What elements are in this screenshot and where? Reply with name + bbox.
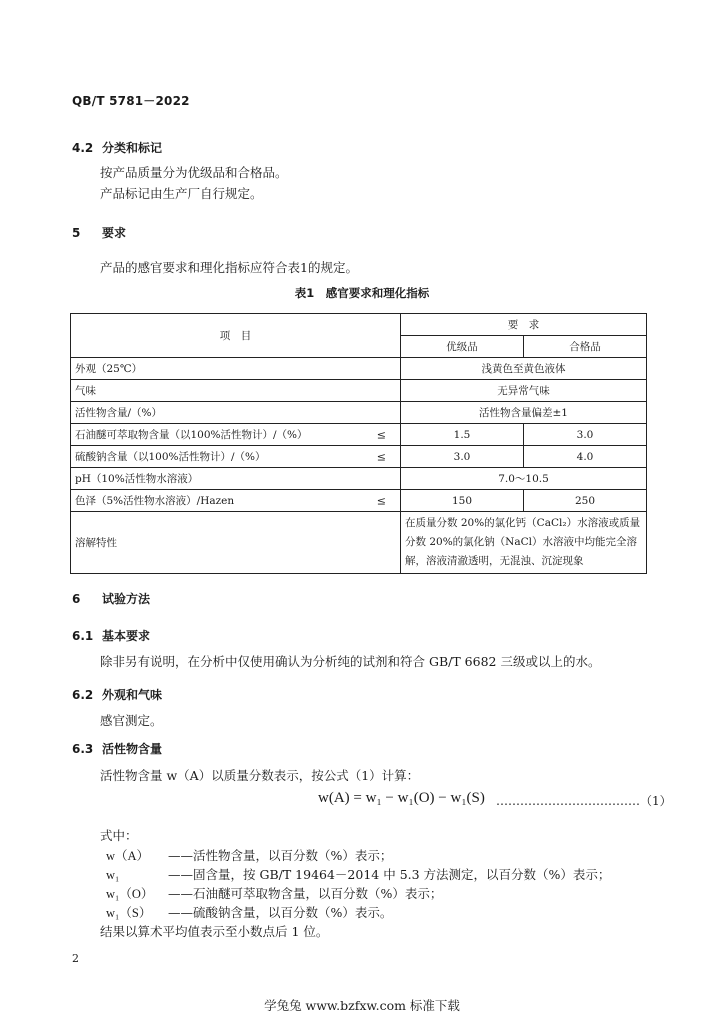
- header-requirement: 要 求: [401, 314, 647, 336]
- item-cell: [71, 446, 401, 468]
- item-cell: [71, 512, 401, 574]
- table-row: [71, 424, 647, 446]
- definition-item: [106, 884, 442, 902]
- table-caption: 表1 感官要求和理化指标: [294, 286, 430, 300]
- paragraph: 结果以算术平均值表示至小数点后 1 位。: [100, 924, 329, 939]
- section-number: 6.1: [72, 629, 94, 643]
- item-label: pH（10%活性物水溶液）: [75, 473, 199, 485]
- header-grade-superior: 优级品: [401, 336, 524, 358]
- definition-item: [106, 846, 392, 864]
- equation-number: ………………………………（1）: [496, 794, 672, 808]
- value-cell: 浅黄色至黄色液体: [401, 358, 647, 380]
- variable-description: ——石油醚可萃取物含量，以百分数（%）表示；: [168, 886, 443, 901]
- section-title: 基本要求: [102, 629, 151, 643]
- item-cell: [71, 468, 401, 490]
- section-5-heading: [72, 224, 126, 241]
- table-row: [71, 468, 647, 490]
- variable-description: ——活性物含量，以百分数（%）表示；: [168, 848, 393, 863]
- item-label: 溶解特性: [75, 537, 117, 549]
- header-item: 项 目: [71, 314, 401, 358]
- section-title: 分类和标记: [102, 141, 163, 155]
- definition-item: [106, 903, 392, 921]
- variable-symbol: w₁（S）: [106, 906, 152, 920]
- value-cell: 活性物含量偏差±1: [401, 402, 647, 424]
- item-cell: [71, 358, 401, 380]
- variable-description: ——固含量，按 GB/T 19464－2014 中 5.3 方法测定，以百分数（%）表示；: [168, 867, 611, 882]
- section-title: 要求: [102, 226, 127, 240]
- variable-symbol: w₁: [106, 868, 120, 882]
- value-cell: 3.0: [524, 424, 647, 446]
- section-number: 5: [72, 226, 81, 240]
- footer-watermark: 学兔兔 www.bzfxw.com 标准下载: [264, 998, 460, 1013]
- section-number: 6.2: [72, 688, 94, 702]
- paragraph: 产品标记由生产厂自行规定。: [100, 186, 263, 201]
- value-cell: 1.5: [401, 424, 524, 446]
- item-cell: [71, 490, 401, 512]
- section-6-heading: [72, 590, 150, 607]
- item-label: 外观（25℃）: [75, 363, 143, 375]
- header-grade-qualified: 合格品: [524, 336, 647, 358]
- table-row: [71, 402, 647, 424]
- definition-item: [106, 865, 610, 883]
- table-row: [71, 512, 647, 574]
- standard-code: QB/T 5781－2022: [72, 94, 190, 108]
- less-equal-sign: ≤: [376, 428, 386, 441]
- paragraph: 活性物含量 w（A）以质量分数表示，按公式（1）计算：: [100, 768, 420, 783]
- value-cell: 250: [524, 490, 647, 512]
- section-number: 6: [72, 592, 81, 606]
- item-label: 硫酸钠含量（以100%活性物计）/（%）: [75, 451, 266, 463]
- section-number: 4.2: [72, 141, 94, 155]
- value-cell: 4.0: [524, 446, 647, 468]
- table-row: [71, 358, 647, 380]
- variable-description: ——硫酸钠含量，以百分数（%）表示。: [168, 905, 393, 920]
- section-6-3-heading: [72, 740, 162, 757]
- section-title: 试验方法: [102, 592, 151, 606]
- table-row: [71, 380, 647, 402]
- variable-symbol: w（A）: [106, 849, 150, 863]
- paragraph: 产品的感官要求和理化指标应符合表1的规定。: [100, 260, 358, 275]
- section-6-1-heading: [72, 627, 150, 644]
- value-cell: 在质量分数 20%的氯化钙（CaCl₂）水溶液或质量分数 20%的氯化钠（NaCl）水溶液中均能完全溶解，溶液清澈透明，无混浊、沉淀现象: [401, 512, 647, 574]
- item-label: 石油醚可萃取物含量（以100%活性物计）/（%）: [75, 429, 308, 441]
- item-label: 色泽（5%活性物水溶液）/Hazen: [75, 495, 235, 507]
- value-cell: 7.0～10.5: [401, 468, 647, 490]
- where-label: 式中：: [100, 828, 138, 843]
- value-cell: 150: [401, 490, 524, 512]
- item-cell: [71, 424, 401, 446]
- paragraph: 感官测定。: [100, 713, 163, 728]
- page-number: 2: [72, 952, 79, 965]
- requirements-table: [70, 313, 647, 574]
- variable-symbol: w₁（O）: [106, 887, 154, 901]
- section-title: 外观和气味: [102, 688, 163, 702]
- section-6-2-heading: [72, 686, 162, 703]
- section-title: 活性物含量: [102, 742, 163, 756]
- value-cell: 3.0: [401, 446, 524, 468]
- table-row: [71, 490, 647, 512]
- paragraph: 按产品质量分为优级品和合格品。: [100, 165, 288, 180]
- less-equal-sign: ≤: [376, 494, 386, 507]
- less-equal-sign: ≤: [376, 450, 386, 463]
- value-cell: 无异常气味: [401, 380, 647, 402]
- section-4-2-heading: [72, 139, 162, 156]
- item-label: 气味: [75, 385, 96, 397]
- item-cell: [71, 380, 401, 402]
- item-label: 活性物含量/（%）: [75, 407, 163, 419]
- item-cell: [71, 402, 401, 424]
- table-row: [71, 446, 647, 468]
- section-number: 6.3: [72, 742, 94, 756]
- formula-1: w(A) = w₁ − w₁(O) − w₁(S): [318, 790, 485, 806]
- paragraph: 除非另有说明，在分析中仅使用确认为分析纯的试剂和符合 GB/T 6682 三级或以上的水。: [100, 654, 601, 669]
